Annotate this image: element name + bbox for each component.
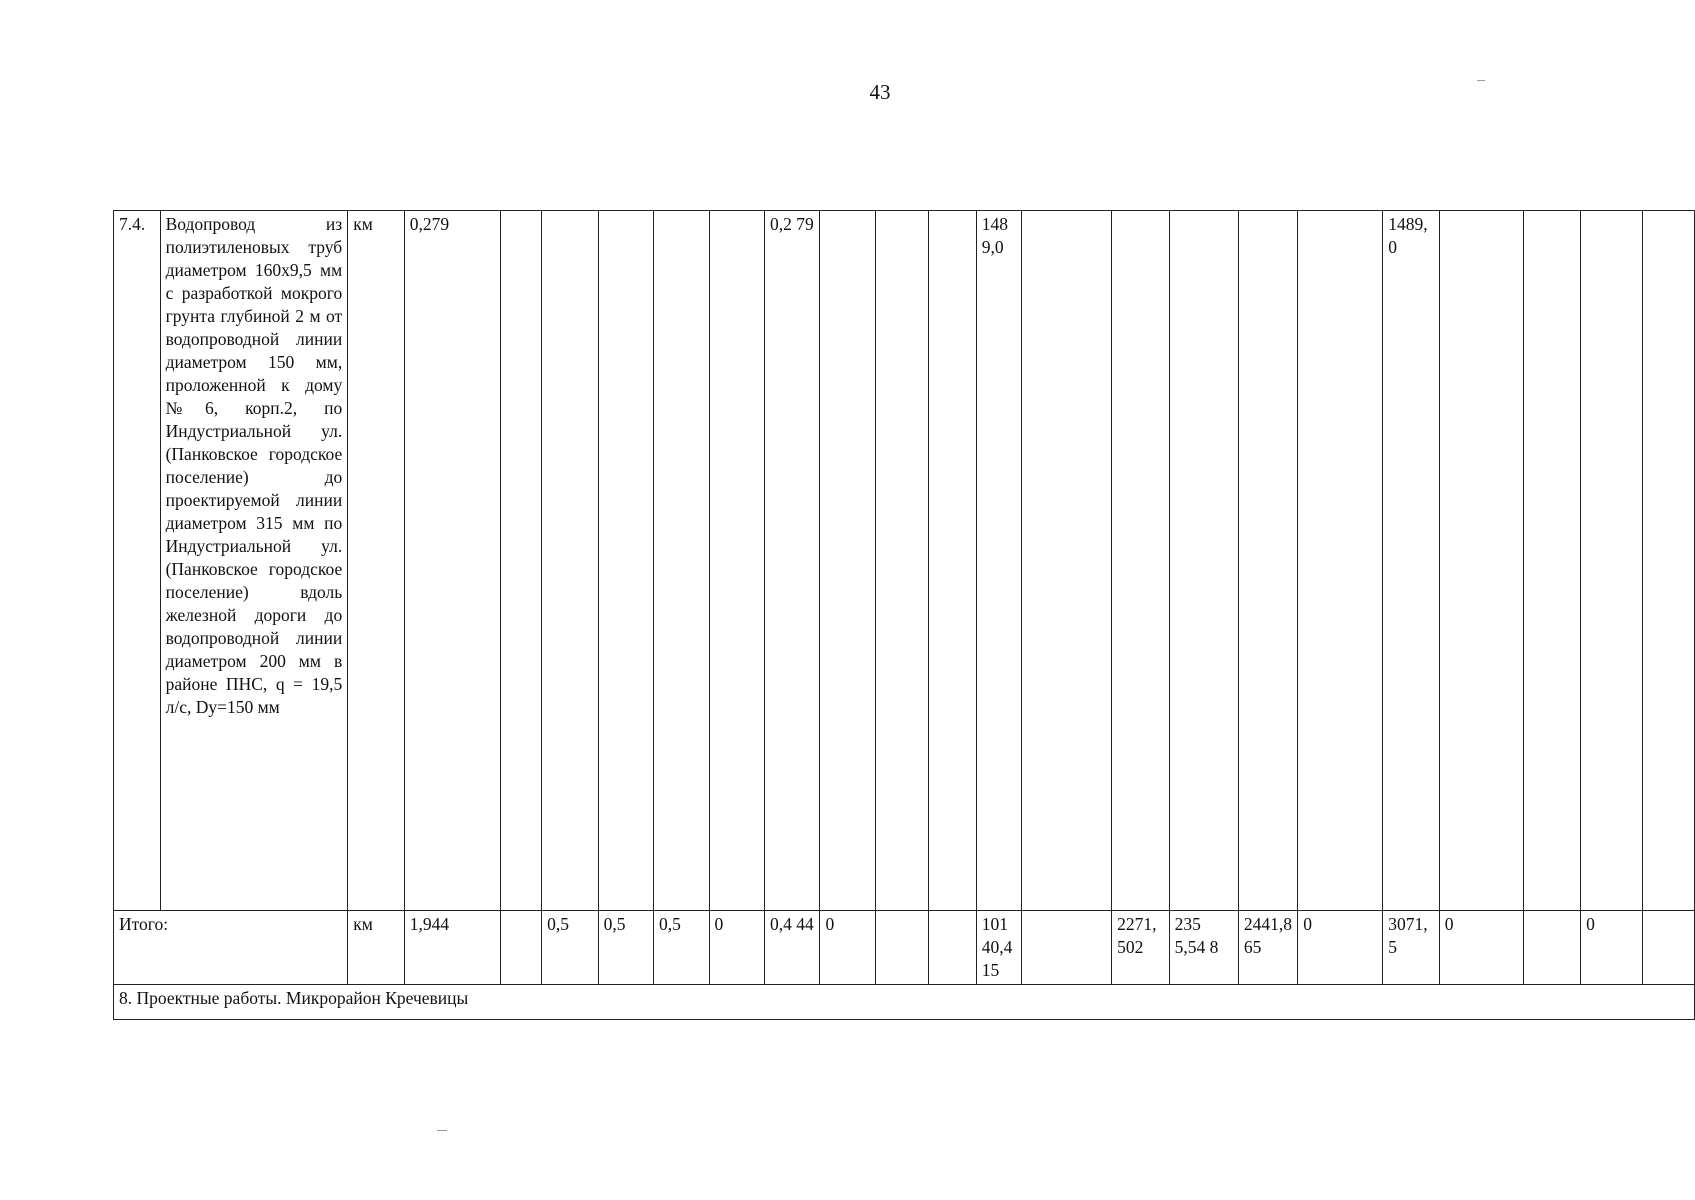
table-cell	[929, 211, 976, 911]
table-cell: 0,2 79	[764, 211, 819, 911]
table-row	[114, 211, 1695, 911]
table-cell	[1643, 911, 1695, 985]
table-cell	[929, 911, 976, 985]
table-cell: 2441,8 65	[1238, 911, 1297, 985]
table-cell	[500, 911, 542, 985]
data-table	[113, 210, 1695, 1020]
table-cell	[1022, 911, 1112, 985]
table-cell	[820, 211, 875, 911]
table-cell: 0,5	[654, 911, 709, 985]
table-cell	[500, 211, 542, 911]
table-cell: 1489,0	[976, 211, 1022, 911]
unit-cell: км	[348, 911, 404, 985]
table-cell	[1523, 911, 1580, 985]
table-cell: 1,944	[404, 911, 500, 985]
table-cell	[1022, 211, 1112, 911]
table-cell	[1523, 211, 1580, 911]
table-cell: 10140,4 15	[976, 911, 1022, 985]
table-cell: 2271, 502	[1112, 911, 1169, 985]
table-cell: 0,4 44	[764, 911, 819, 985]
total-label: Итого:	[114, 911, 348, 985]
table-cell: 3071,5	[1383, 911, 1439, 985]
page-number: 43	[869, 80, 891, 104]
table-cell: 0	[1581, 911, 1643, 985]
table-cell	[1643, 211, 1695, 911]
table-cell	[598, 211, 653, 911]
table-cell	[875, 911, 928, 985]
row-description: Водопровод из полиэтиленовых труб диаметром 160x9,5 мм с разработкой мокрого грунта глубиной 2 м от водопроводной линии диаметром 150 мм, проложенной к дому №6, корп.2, по Индустриальной ул. (Панковское городское поселение) до проектируемой линии диаметром 315 мм по Индустриальной ул. (Панковское городское поселение) вдоль железной дороги до водопроводной линии диаметром 200 мм в районе ПНС, q = 19,5 л/с, Dy=150 мм	[160, 211, 348, 911]
table-cell: 1489,0	[1383, 211, 1439, 911]
table-cell: 235 5,54 8	[1169, 911, 1238, 985]
section-title: 8. Проектные работы. Микрорайон Кречевицы	[114, 985, 1695, 1020]
table-cell	[1581, 211, 1643, 911]
table-cell	[654, 211, 709, 911]
unit-cell: км	[348, 211, 404, 911]
scan-mark	[437, 1130, 447, 1131]
table-cell: 0,5	[542, 911, 598, 985]
table-cell	[875, 211, 928, 911]
table-cell: 0	[709, 911, 764, 985]
total-row	[114, 911, 1695, 985]
table-cell	[1439, 211, 1523, 911]
table-cell: 0	[820, 911, 875, 985]
row-number: 7.4.	[114, 211, 161, 911]
table-cell	[542, 211, 598, 911]
table-cell	[1238, 211, 1297, 911]
table-cell: 0	[1439, 911, 1523, 985]
table-cell	[1298, 211, 1383, 911]
scan-mark	[1477, 80, 1485, 81]
table-cell	[1112, 211, 1169, 911]
section-row	[114, 985, 1695, 1020]
table-cell: 0,5	[598, 911, 653, 985]
table-cell: 0,279	[404, 211, 500, 911]
table-cell	[709, 211, 764, 911]
table-cell: 0	[1298, 911, 1383, 985]
table-cell	[1169, 211, 1238, 911]
